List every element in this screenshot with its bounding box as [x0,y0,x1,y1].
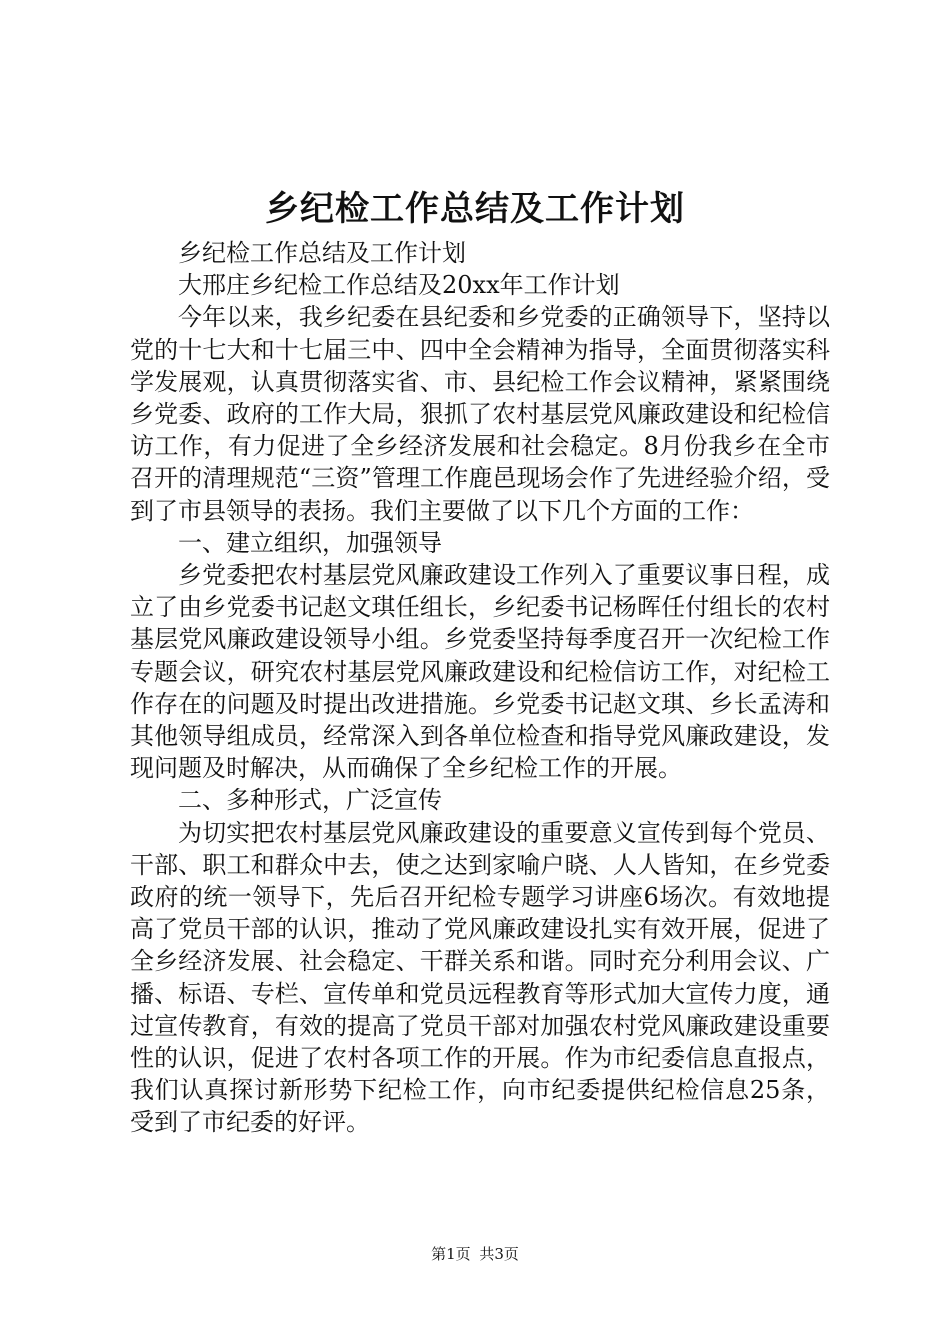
section-heading-2: 二、多种形式，广泛宣传 [178,786,442,815]
page-footer [0,1244,950,1264]
page-number: 第1页 [431,1245,471,1263]
paragraph-heading: 大邢庄乡纪检工作总结及20xx年工作计划 [178,271,620,300]
paragraph-section-1: 乡党委把农村基层党风廉政建设工作列入了重要议事日程，成立了由乡党委书记赵文琪任组长，乡纪委书记杨晖任付组长的农村基层党风廉政建设领导小组。乡党委坚持每季度召开一次纪检工作专题会议，研究农村基层党风廉政建设和纪检信访工作，对纪检工作存在的问题及时提出改进措施。乡党委书记赵文琪、乡长孟涛和其他领导组成员，经常深入到各单位检查和指导党风廉政建设，发现问题及时解决，从而确保了全乡纪检工作的开展。 [130,561,830,783]
paragraph-subtitle: 乡纪检工作总结及工作计划 [178,239,466,267]
page-total: 共3页 [479,1245,519,1263]
paragraph-intro: 今年以来，我乡纪委在县纪委和乡党委的正确领导下，坚持以党的十七大和十七届三中、四中全会精神为指导，全面贯彻落实科学发展观，认真贯彻落实省、市、县纪检工作会议精神，紧紧围绕乡党委、政府的工作大局，狠抓了农村基层党风廉政建设和纪检信访工作，有力促进了全乡经济发展和社会稳定。8月份我乡在全市召开的清理规范“三资”管理工作鹿邑现场会作了先进经验介绍，受到了市县领导的表扬。我们主要做了以下几个方面的工作： [130,303,830,525]
paragraph-section-2: 为切实把农村基层党风廉政建设的重要意义宣传到每个党员、干部、职工和群众中去，使之达到家喻户晓、人人皆知，在乡党委政府的统一领导下，先后召开纪检专题学习讲座6场次。有效地提高了党员干部的认识，推动了党风廉政建设扎实有效开展，促进了全乡经济发展、社会稳定、干群关系和谐。同时充分利用会议、广播、标语、专栏、宣传单和党员远程教育等形式加大宣传力度，通过宣传教育，有效的提高了党员干部对加强农村党风廉政建设重要性的认识，促进了农村各项工作的开展。作为市纪委信息直报点，我们认真探讨新形势下纪检工作，向市纪委提供纪检信息25条，受到了市纪委的好评。 [130,818,830,1137]
document-body [130,237,830,1139]
document-title: 乡纪检工作总结及工作计划 [265,189,685,229]
section-heading-1: 一、建立组织，加强领导 [178,528,442,557]
